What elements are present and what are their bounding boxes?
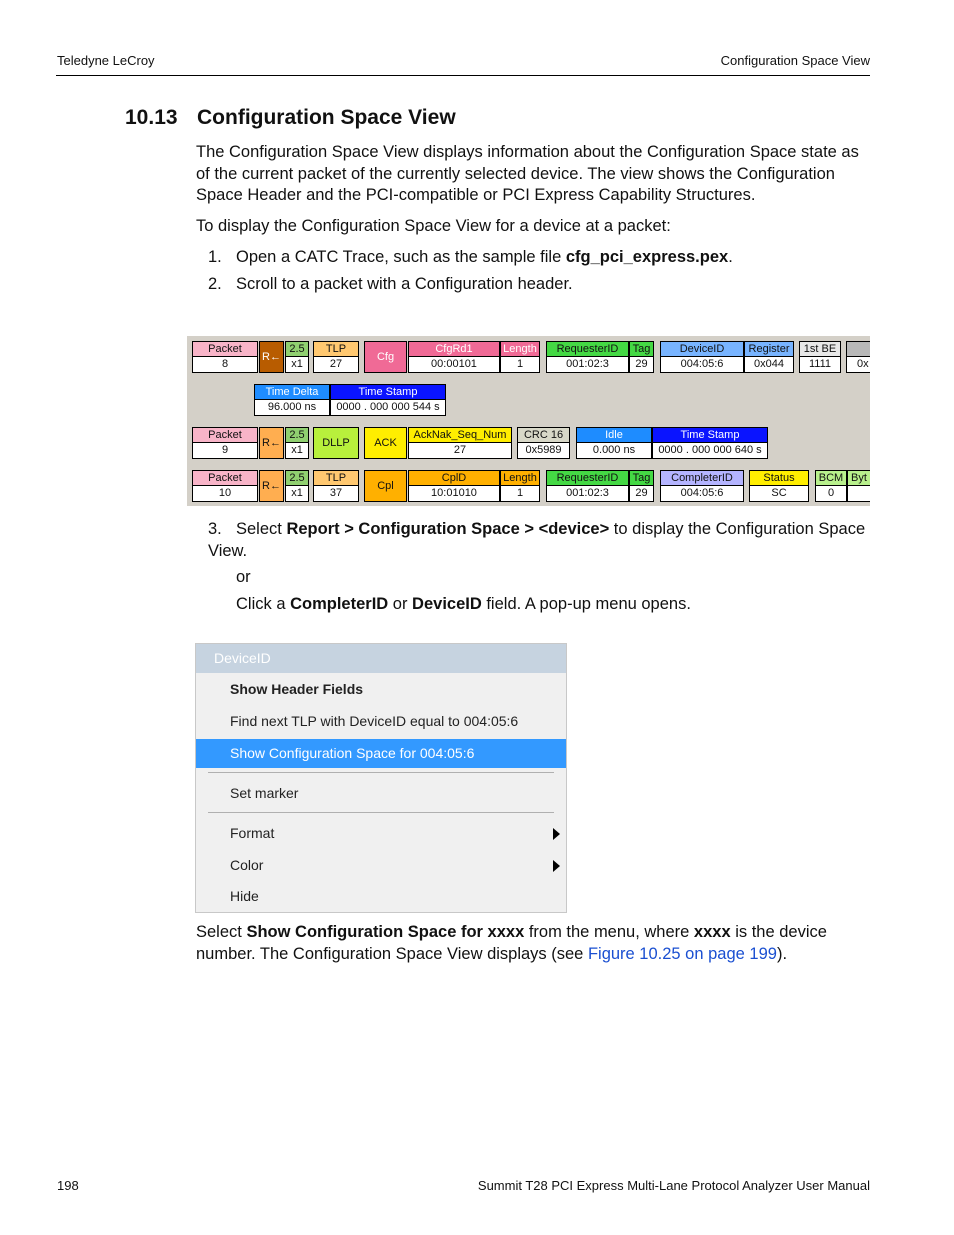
time-stamp-cell[interactable]: Time Stamp 0000 . 000 000 544 s <box>330 384 446 416</box>
cpld-cell[interactable]: CplD 10:01010 <box>408 470 500 502</box>
tlp-cell[interactable]: TLP 37 <box>313 470 359 502</box>
packet-cell[interactable]: Packet 9 <box>192 427 258 459</box>
byte-count-cell[interactable]: Byt <box>847 470 870 502</box>
step-1-text: Open a CATC Trace, such as the sample file <box>236 248 566 266</box>
ack-cell[interactable]: ACK <box>364 427 407 459</box>
or-text: or <box>236 568 251 586</box>
requesterid-cell[interactable]: RequesterID 001:02:3 <box>546 341 629 373</box>
step-3 <box>208 519 868 562</box>
tlp-cell[interactable]: TLP 27 <box>313 341 359 373</box>
click-instruction: Click a CompleterID or DeviceID field. A pop-up menu opens. <box>236 595 691 613</box>
time-stamp-cell[interactable]: Time Stamp 0000 . 000 000 640 s <box>652 427 768 459</box>
tag-cell[interactable]: Tag 29 <box>629 341 654 373</box>
step-2-number: 2. <box>208 275 222 293</box>
page-number: 198 <box>57 1178 79 1193</box>
submenu-arrow-icon <box>553 860 560 872</box>
step-3-text-b: to display the Configuration Space View. <box>208 520 866 560</box>
intro-paragraph: The Configuration Space View displays information about the Configuration Space state as of the current packet of the currently selected device. The view shows the Configuration Space Header and the PCI-compatible or PCI Express Capability Structures. <box>196 143 859 204</box>
idle-cell[interactable]: Idle 0.000 ns <box>576 427 652 459</box>
menu-item-format[interactable]: Format <box>196 819 566 848</box>
menu-item-show-header-fields[interactable]: Show Header Fields <box>230 681 364 697</box>
figure-link[interactable]: Figure 10.25 on page 199 <box>587 944 777 963</box>
menu-separator <box>208 812 554 813</box>
running-header-left: Teledyne LeCroy <box>57 53 155 68</box>
speed-cell[interactable]: 2.5 x1 <box>285 341 309 373</box>
requesterid-cell[interactable]: RequesterID 001:02:3 <box>546 470 629 502</box>
menu-title: DeviceID <box>196 644 566 673</box>
section-title-text: Configuration Space View <box>197 106 456 129</box>
direction-cell[interactable]: R← <box>259 470 284 502</box>
section-title <box>125 106 456 130</box>
status-cell[interactable]: Status SC <box>749 470 809 502</box>
speed-cell[interactable]: 2.5 x1 <box>285 470 309 502</box>
step-1 <box>208 247 868 269</box>
tag-cell[interactable]: Tag 29 <box>629 470 654 502</box>
length-cell[interactable]: Length 1 <box>500 470 540 502</box>
step-3-menu-path: Report > Configuration Space > <device> <box>286 520 610 538</box>
step-1-end: . <box>728 248 733 266</box>
menu-item-hide[interactable]: Hide <box>230 888 259 904</box>
truncated-cell[interactable]: 0x <box>846 341 870 373</box>
footer-title: Summit T28 PCI Express Multi-Lane Protocol Analyzer User Manual <box>477 1178 870 1193</box>
step-1-number: 1. <box>208 248 222 266</box>
register-cell[interactable]: Register 0x044 <box>744 341 794 373</box>
length-cell[interactable]: Length 1 <box>500 341 540 373</box>
direction-cell[interactable]: R← <box>259 427 284 459</box>
step-1-filename: cfg_pci_express.pex <box>565 248 729 266</box>
menu-item-color[interactable]: Color <box>196 851 566 880</box>
step-2 <box>208 274 868 296</box>
trace-figure <box>187 336 870 506</box>
step-3-number: 3. <box>208 520 222 538</box>
crc-cell[interactable]: CRC 16 0x5989 <box>517 427 570 459</box>
packet-cell[interactable]: Packet 10 <box>192 470 258 502</box>
header-rule <box>56 75 870 76</box>
time-delta-cell[interactable]: Time Delta 96.000 ns <box>254 384 330 416</box>
submenu-arrow-icon <box>553 828 560 840</box>
running-header-right: Configuration Space View <box>720 53 870 68</box>
section-number: 10.13 <box>125 106 178 129</box>
direction-cell[interactable]: R← <box>259 341 284 373</box>
completerid-cell[interactable]: CompleterID 004:05:6 <box>660 470 744 502</box>
packet-cell[interactable]: Packet 8 <box>192 341 258 373</box>
menu-item-show-config-space[interactable]: Show Configuration Space for 004:05:6 <box>196 739 566 768</box>
seq-num-cell[interactable]: AckNak_Seq_Num 27 <box>408 427 512 459</box>
menu-separator <box>208 772 554 773</box>
menu-item-find-next-tlp[interactable]: Find next TLP with DeviceID equal to 004:05:6 <box>230 713 519 729</box>
bcm-cell[interactable]: BCM 0 <box>815 470 847 502</box>
step-3-text-a: Select <box>236 520 287 538</box>
deviceid-cell[interactable]: DeviceID 004:05:6 <box>660 341 744 373</box>
deviceid-context-menu <box>195 643 567 913</box>
first-be-cell[interactable]: 1st BE 1111 <box>799 341 841 373</box>
dllp-cell[interactable]: DLLP <box>313 427 359 459</box>
speed-cell[interactable]: 2.5 x1 <box>285 427 309 459</box>
step-2-text: Scroll to a packet with a Configuration header. <box>236 275 573 293</box>
menu-item-set-marker[interactable]: Set marker <box>230 785 299 801</box>
type-cfg-cell[interactable]: Cfg <box>364 341 407 373</box>
lead-paragraph: To display the Configuration Space View for a device at a packet: <box>196 217 671 235</box>
type-cpl-cell[interactable]: Cpl <box>364 470 407 502</box>
cfgrd-cell[interactable]: CfgRd1 00:00101 <box>408 341 500 373</box>
closing-paragraph: Select Show Configuration Space for xxxx from the menu, where xxxx is the device number. The Configuration Space View displays (see Figure 10.25 on page 199). <box>196 923 827 963</box>
